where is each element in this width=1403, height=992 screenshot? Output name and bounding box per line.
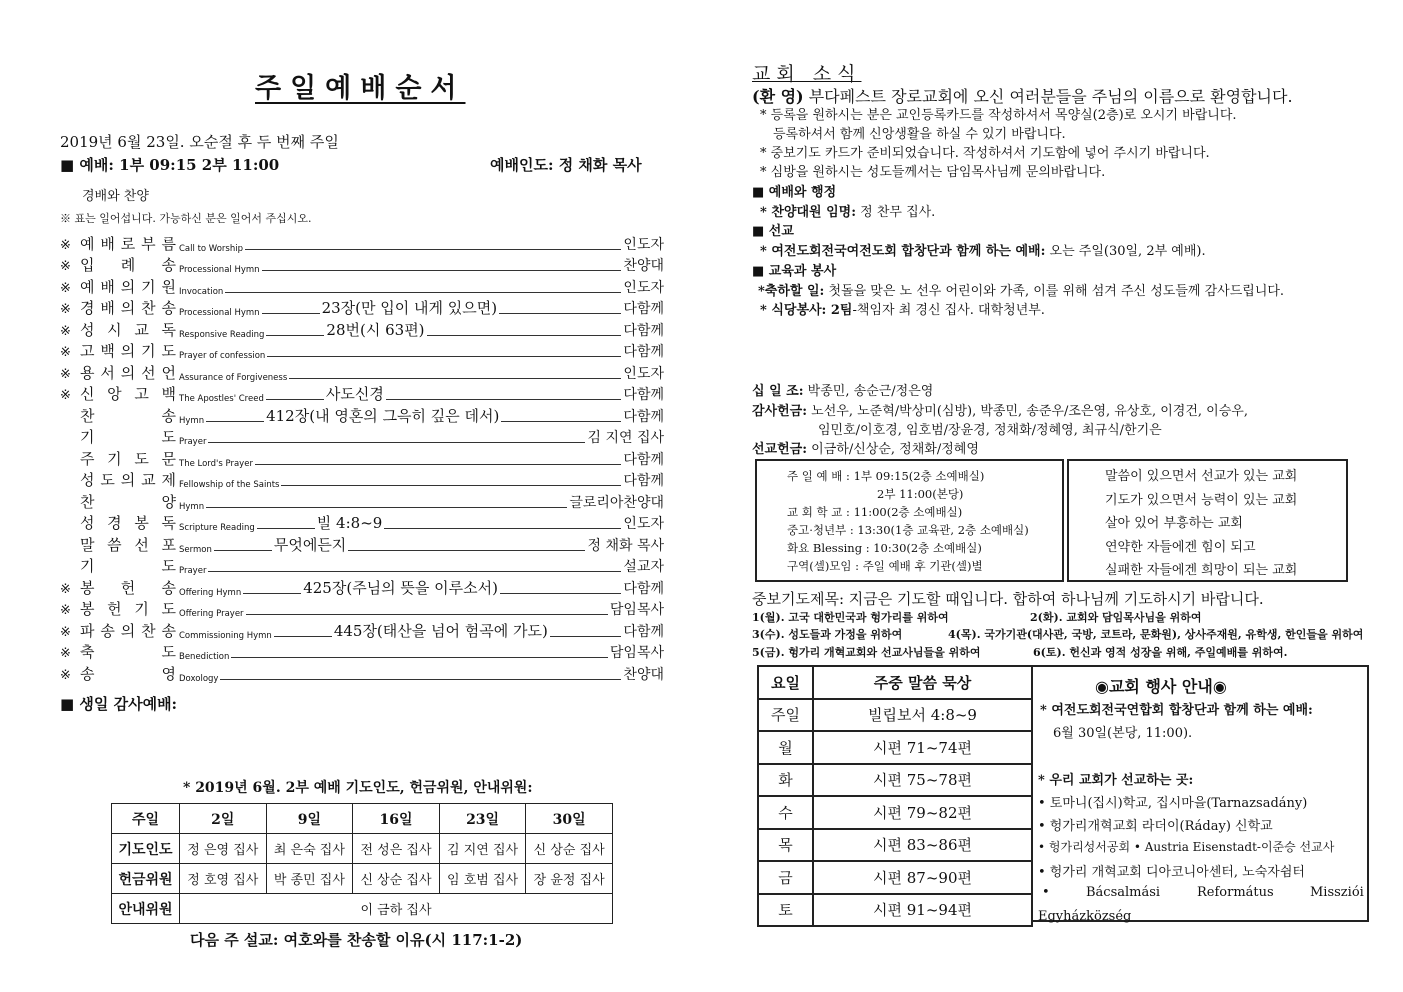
order-item-name: 예 배 의 기 원 (80, 277, 176, 296)
table-cell: 전 성은 집사 (353, 834, 440, 864)
order-item-person: 인도자 (623, 279, 664, 296)
order-item-name: 봉 헌 송 (80, 578, 176, 597)
stand-mark: ※ (60, 280, 71, 296)
event-line: Missziói (1310, 885, 1364, 900)
news-line: * 찬양대원 임명: 정 찬무 집사. (760, 205, 936, 220)
table-cell: 최 은숙 집사 (266, 834, 353, 864)
order-item (60, 620, 664, 642)
leader-line (501, 421, 621, 422)
order-item (60, 319, 664, 341)
table-row (758, 666, 1032, 699)
order-item-detail: 445장(태산을 넘어 험곡에 가도) (333, 621, 548, 640)
order-item (60, 362, 664, 384)
order-item-english: Sermon (179, 544, 212, 555)
order-item-name: 송 영 (80, 664, 176, 683)
order-item-english: Benediction (179, 652, 230, 662)
leader-line (246, 614, 608, 615)
news-line: * 식당봉사: 2팀-책임자 최 경신 집사. 대학청년부. (760, 303, 1045, 318)
order-item-detail: 사도신경 (325, 385, 384, 403)
roster-table (111, 803, 613, 924)
order-item-english: Hymn (179, 415, 205, 426)
order-item-person: 다함께 (623, 473, 664, 489)
leader-line (208, 571, 621, 572)
table-row (758, 731, 1032, 764)
stand-mark: ※ (60, 237, 71, 253)
table-cell: 주일 (758, 699, 813, 732)
order-item-name: 기 도 (80, 428, 176, 446)
order-item-name: 파 송 의 찬 송 (80, 621, 176, 640)
event-line: • 헝가리개혁교회 라더이(Ráday) 신학교 (1038, 819, 1273, 834)
events-title: ◉교회 행사 안내◉ (1095, 677, 1227, 696)
event-line: • 토마니(집시)학교, 집시마을(Tarnazsadány) (1038, 796, 1308, 811)
news-line: 등록하셔서 함께 신앙생활을 하실 수 있기 바랍니다. (773, 127, 1066, 142)
leader-line (245, 249, 621, 250)
roster-title: * 2019년 6월. 2부 예배 기도인도, 헌금위원, 안내위원: (183, 780, 533, 796)
table-cell: 정 은영 집사 (180, 834, 267, 864)
order-item (60, 534, 664, 556)
order-item (60, 298, 664, 320)
table-cell: 시편 91~94편 (813, 894, 1032, 927)
stand-mark: ※ (60, 323, 71, 339)
thanks-line: 감사헌금: 노선우, 노준혁/박상미(심방), 박종민, 송준우/조은영, 유상호, 이경건, 이승우, (752, 404, 1248, 419)
leader-line (281, 485, 621, 486)
table-cell: 장 윤정 집사 (526, 864, 613, 894)
table-cell: 수 (758, 796, 813, 829)
order-item-name: 예 배 로 부 름 (80, 234, 176, 253)
order-item-english: Prayer of confession (179, 351, 266, 361)
event-line: Bácsalmási (1086, 885, 1161, 900)
event-line: • (1042, 885, 1050, 900)
leader-line (289, 378, 621, 379)
table-cell: 시편 75~78편 (813, 764, 1032, 797)
order-item-name: 성 시 교 독 (80, 320, 176, 339)
service-times-box (755, 459, 1064, 582)
birthday-service: ■ 생일 감사예배: (60, 695, 178, 713)
vision-line: 말씀이 있으면서 선교가 있는 교회 (1105, 469, 1298, 484)
table-cell: 시편 83~86편 (813, 829, 1032, 862)
news-line: * 등록을 원하시는 분은 교인등록카드를 작성하셔서 목양실(2층)로 오시기 바랍니다. (760, 108, 1237, 123)
order-item-english: Scripture Reading (179, 523, 255, 533)
order-item-name: 봉 헌 기 도 (80, 600, 176, 618)
vision-line: 실패한 자들에겐 희망이 되는 교회 (1105, 563, 1298, 578)
order-item-person: 다함께 (623, 387, 664, 403)
order-item-english: Invocation (179, 286, 224, 297)
order-item-english: Offering Hymn (179, 587, 242, 598)
stand-mark: ※ (60, 388, 71, 403)
table-cell: 월 (758, 731, 813, 764)
box-line: 화요 Blessing : 10:30(2층 소예배실) (787, 541, 982, 555)
church-vision-box (1067, 459, 1348, 582)
order-item-person: 담임목사 (609, 645, 664, 661)
service-times: ■ 예배: 1부 09:15 2부 11:00 (60, 156, 280, 174)
order-item-person: 설교자 (623, 559, 664, 575)
prayer-item: 3(수). 성도들과 가정을 위하여 (752, 628, 903, 641)
vision-line: 살아 있어 부흥하는 교회 (1105, 516, 1243, 531)
leader-line (348, 550, 585, 551)
order-item-name: 고 백 의 기 도 (80, 342, 176, 360)
table-cell: 임 호범 집사 (439, 864, 526, 894)
table-cell: 2일 (180, 804, 267, 834)
order-item (60, 427, 664, 449)
order-item-english: Responsive Reading (179, 329, 265, 340)
leader-line (274, 636, 332, 637)
tithe-line: 십 일 조: 박종민, 송순근/정은영 (752, 384, 934, 399)
order-item (60, 513, 664, 535)
order-item-english: Commissioning Hymn (179, 630, 272, 641)
leader-line (500, 593, 621, 594)
box-line: 2부 11:00(본당) (877, 487, 964, 501)
order-item-person: 다함께 (623, 301, 664, 317)
table-cell: 헌금위원 (112, 864, 180, 894)
order-item-name: 용 서 의 선 언 (80, 363, 176, 382)
welcome-label: (환 영) (752, 87, 804, 106)
box-line: 구역(셀)모임 : 주일 예배 후 기관(셀)별 (787, 559, 983, 573)
table-cell: 30일 (526, 804, 613, 834)
order-item (60, 276, 664, 298)
worship-leader: 예배인도: 정 채화 목사 (490, 156, 642, 174)
table-row (112, 834, 613, 864)
table-cell: 시편 71~74편 (813, 731, 1032, 764)
table-row (112, 804, 613, 834)
box-line: 중고·청년부 : 13:30(1층 교육관, 2층 소예배실) (787, 523, 1029, 537)
section-heading: ■ 예배와 행정 (752, 185, 837, 200)
table-cell: 주일 (112, 804, 180, 834)
order-item-person: 인도자 (623, 516, 664, 532)
section-heading: ■ 선교 (752, 224, 794, 239)
table-row (758, 861, 1032, 894)
order-item-name: 성 도 의 교 제 (80, 471, 176, 489)
leader-line (266, 399, 324, 400)
table-cell: 16일 (353, 804, 440, 834)
stand-mark: ※ (60, 624, 71, 640)
order-item (60, 233, 664, 255)
order-item-person: 인도자 (623, 365, 664, 382)
page-title: 주일예배순서 (255, 73, 466, 104)
thanks-line: 임민호/이호경, 임호범/장윤경, 정채화/정혜영, 최규식/한기은 (818, 423, 1162, 438)
order-item-english: Processional Hymn (179, 265, 260, 275)
leader-line (550, 636, 622, 637)
news-heading: 교회 소식 (752, 63, 862, 85)
standing-note: ※ 표는 일어섭니다. 가능하신 분은 일어서 주십시오. (60, 212, 312, 225)
order-item (60, 577, 664, 599)
leader-line (427, 335, 622, 336)
order-item-name: 신 앙 고 백 (80, 385, 176, 403)
leader-line (257, 528, 315, 529)
event-line: * 여전도회전국연합회 합창단과 함께 하는 예배: (1040, 703, 1313, 718)
order-item-name: 주 기 도 문 (80, 449, 176, 468)
leader-line (206, 507, 567, 508)
stand-mark: ※ (60, 345, 71, 360)
table-row (758, 764, 1032, 797)
prayer-item: 6(토). 헌신과 영적 성장을 위해, 주일예배를 위하여. (1033, 646, 1288, 659)
leader-line (267, 356, 621, 357)
order-item-person: 찬양대 (623, 666, 664, 683)
mission-offering-line: 선교헌금: 이금하/신상순, 정채화/정혜영 (752, 442, 979, 457)
stand-mark: ※ (60, 581, 71, 597)
table-cell: 기도인도 (112, 834, 180, 864)
next-sermon: 다음 주 설교: 여호와를 찬송할 이유(시 117:1-2) (190, 931, 523, 949)
order-item-english: Hymn (179, 501, 205, 512)
leader-line (243, 593, 301, 594)
order-item-person: 정 채화 목사 (587, 537, 664, 554)
news-line: * 중보기도 카드가 준비되었습니다. 작성하셔서 기도함에 넣어 주시기 바랍니다. (760, 146, 1210, 161)
order-item-name: 입 례 송 (80, 256, 176, 274)
order-item (60, 470, 664, 492)
order-item-detail: 무엇에든지 (273, 535, 347, 554)
leader-line (231, 657, 608, 658)
table-cell: 23일 (439, 804, 526, 834)
leader-line (262, 313, 320, 314)
leader-line (225, 292, 621, 293)
order-item (60, 642, 664, 664)
order-item-name: 경 배 의 찬 송 (80, 299, 176, 317)
order-item (60, 341, 664, 363)
order-item-person: 인도자 (623, 236, 664, 253)
leader-line (384, 528, 621, 529)
prayer-item: 1(월). 고국 대한민국과 헝가리를 위하여 (752, 611, 949, 624)
table-cell: 이 금하 집사 (180, 894, 613, 924)
leader-line (255, 464, 621, 465)
table-cell: 신 상순 집사 (526, 834, 613, 864)
table-cell: 시편 79~82편 (813, 796, 1032, 829)
table-cell: 요일 (758, 666, 813, 699)
order-item-detail: 425장(주님의 뜻을 이루소서) (303, 578, 498, 597)
news-line: * 심방을 원하시는 성도들께서는 담임목사님께 문의바랍니다. (760, 165, 1106, 180)
weekly-reading-table (757, 665, 1033, 927)
order-item-english: Doxology (179, 673, 219, 684)
order-item-english: Prayer (179, 437, 207, 447)
leader-line (214, 550, 272, 551)
table-cell: 화 (758, 764, 813, 797)
order-item (60, 556, 664, 578)
order-item-name: 찬 양 (80, 492, 176, 511)
event-line: * 우리 교회가 선교하는 곳: (1038, 773, 1194, 788)
event-line: Református (1197, 885, 1274, 900)
order-item-name: 찬 송 (80, 406, 176, 425)
leader-line (386, 399, 622, 400)
leader-line (262, 270, 622, 271)
order-item-english: Offering Prayer (179, 609, 244, 619)
order-item-person: 담임목사 (609, 602, 664, 618)
table-cell: 박 종민 집사 (266, 864, 353, 894)
stand-mark: ※ (60, 603, 71, 618)
order-item (60, 448, 664, 470)
order-item-name: 성 경 봉 독 (80, 514, 176, 532)
order-item-person: 다함께 (623, 580, 664, 597)
leader-line (208, 442, 585, 443)
stand-mark: ※ (60, 366, 71, 382)
prayer-item: 4(목). 국가기관(대사관, 국방, 코트라, 문화원), 상사주재원, 유학생, 한인들을 위하여 (948, 628, 1364, 641)
order-item-detail: 빌 4:8~9 (316, 514, 383, 532)
event-line: Egyházközség (1038, 909, 1132, 924)
table-cell: 목 (758, 829, 813, 862)
welcome-text: 부다페스트 장로교회에 오신 여러분들을 주님의 이름으로 환영합니다. (803, 87, 1293, 106)
news-line: *축하할 일: 첫돌을 맞은 노 선우 어린이와 가족, 이를 위해 섬겨 주신 성도들께 감사드립니다. (758, 284, 1285, 299)
table-cell: 금 (758, 861, 813, 894)
stand-mark: ※ (60, 667, 71, 683)
order-item (60, 491, 664, 513)
order-item-detail: 412장(내 영혼의 그윽히 깊은 데서) (266, 406, 500, 425)
order-item-name: 축 도 (80, 643, 176, 661)
prayer-title: 중보기도제목: 지금은 기도할 때입니다. 합하여 하나님께 기도하시기 바랍니다. (752, 590, 1264, 608)
order-item-name: 기 도 (80, 557, 176, 575)
order-item (60, 255, 664, 277)
event-line: • 헝가리 개혁교회 디아코니아센터, 노숙자쉼터 (1038, 865, 1305, 880)
order-item-english: Assurance of Forgiveness (179, 372, 288, 383)
order-item-person: 다함께 (623, 451, 664, 468)
order-item-english: The Apostles' Creed (179, 394, 264, 404)
order-item-person: 다함께 (623, 344, 664, 360)
table-row (112, 894, 613, 924)
table-cell: 김 지연 집사 (439, 834, 526, 864)
order-item-person: 찬양대 (623, 258, 664, 274)
order-item-english: Processional Hymn (179, 308, 260, 318)
order-item-name: 말 씀 선 포 (80, 535, 176, 554)
leader-line (266, 335, 324, 336)
table-row (758, 829, 1032, 862)
service-date: 2019년 6월 23일. 오순절 후 두 번째 주일 (60, 133, 339, 151)
table-cell: 9일 (266, 804, 353, 834)
order-item-english: Prayer (179, 566, 207, 576)
table-row (758, 699, 1032, 732)
table-cell: 시편 87~90편 (813, 861, 1032, 894)
table-cell: 정 호영 집사 (180, 864, 267, 894)
vision-line: 연약한 자들에겐 힘이 되고 (1105, 539, 1256, 555)
stand-mark: ※ (60, 646, 71, 661)
leader-line (220, 679, 621, 680)
praise-intro: 경배와 찬양 (82, 189, 149, 204)
order-item-english: The Lord's Prayer (179, 458, 253, 469)
order-item-person: 글로리아찬양대 (569, 494, 664, 511)
news-line: * 여전도회전국여전도회 합창단과 함께 하는 예배: 오는 주일(30일, 2부 예배). (760, 244, 1206, 259)
order-item-person: 다함께 (623, 623, 664, 640)
table-cell: 주중 말씀 묵상 (813, 666, 1032, 699)
stand-mark: ※ (60, 302, 71, 317)
order-item-person: 다함께 (623, 322, 664, 339)
table-cell: 토 (758, 894, 813, 927)
vision-line: 기도가 있으면서 능력이 있는 교회 (1105, 492, 1298, 508)
order-item (60, 663, 664, 685)
order-item-person: 김 지연 집사 (587, 430, 664, 446)
order-item (60, 384, 664, 406)
table-cell: 빌립보서 4:8~9 (813, 699, 1032, 732)
box-line: 교 회 학 교 : 11:00(2층 소예배실) (787, 505, 963, 519)
section-heading: ■ 교육과 봉사 (752, 264, 837, 279)
table-row (758, 894, 1032, 927)
table-row (758, 796, 1032, 829)
order-item (60, 599, 664, 621)
prayer-item: 5(금). 헝가리 개혁교회와 선교사님들을 위하여 (752, 646, 981, 659)
order-item-detail: 23장(만 입이 내게 있으면) (321, 299, 498, 317)
leader-line (499, 313, 621, 314)
prayer-item: 2(화). 교회와 담임목사님을 위하여 (1030, 611, 1202, 624)
order-item-detail: 28번(시 63편) (326, 320, 425, 339)
table-cell: 안내위원 (112, 894, 180, 924)
box-line: 주 일 예 배 : 1부 09:15(2층 소예배실) (787, 469, 985, 483)
order-item-person: 다함께 (623, 408, 664, 425)
event-line: 6월 30일(본당, 11:00). (1053, 726, 1193, 741)
leader-line (206, 421, 264, 422)
order-item (60, 405, 664, 427)
table-cell: 신 상순 집사 (353, 864, 440, 894)
table-row (112, 864, 613, 894)
stand-mark: ※ (60, 259, 71, 274)
order-item-english: Fellowship of the Saints (179, 480, 280, 490)
event-line: • 헝가리성서공회 • Austria Eisenstadt-이준승 선교사 (1038, 840, 1335, 854)
order-item-english: Call to Worship (179, 243, 243, 254)
